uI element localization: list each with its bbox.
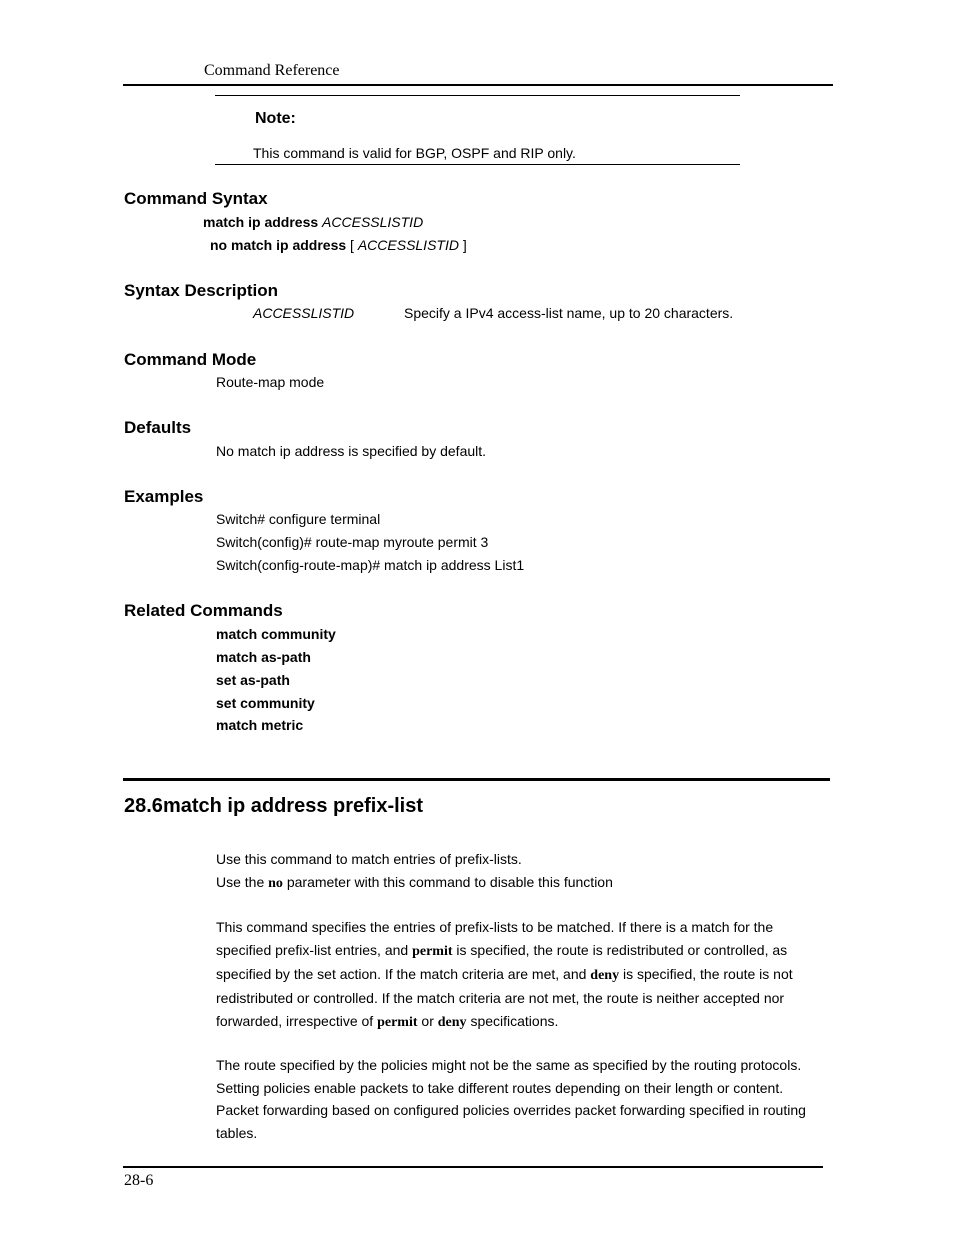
intro-line-1: Use this command to match entries of prefix-lists. bbox=[216, 851, 522, 867]
syntax-line-2-open-bracket: [ bbox=[350, 237, 354, 253]
related-command-item: match community bbox=[216, 626, 336, 642]
note-label: Note: bbox=[255, 110, 296, 127]
syntax-param: ACCESSLISTID bbox=[253, 305, 355, 321]
section-title bbox=[124, 795, 423, 818]
paragraph-line: Setting policies enable packets to take different routes depending on their length or content. bbox=[216, 1079, 784, 1096]
section-divider bbox=[123, 778, 830, 781]
section-intro bbox=[216, 848, 836, 895]
paragraph-text: or bbox=[421, 1013, 434, 1029]
paragraph-line: tables. bbox=[216, 1125, 258, 1142]
example-line-3: Switch(config-route-map)# match ip address List1 bbox=[216, 557, 525, 573]
related-commands-heading: Related Commands bbox=[124, 601, 283, 620]
related-command-item: match as-path bbox=[216, 649, 311, 665]
paragraph-text: specifications. bbox=[470, 1013, 559, 1029]
keyword-permit: permit bbox=[412, 944, 453, 959]
syntax-line-2 bbox=[210, 237, 467, 253]
related-command-item: set as-path bbox=[216, 672, 290, 688]
header-rule bbox=[123, 84, 833, 86]
paragraph-text: forwarded, irrespective of bbox=[216, 1013, 374, 1029]
paragraph-line: redistributed or controlled. If the match criteria are not met, the route is neither accepted nor bbox=[216, 990, 785, 1006]
paragraph-text: specified by the set action. If the match criteria are met, and bbox=[216, 966, 587, 982]
example-line-2: Switch(config)# route-map myroute permit 3 bbox=[216, 534, 489, 550]
intro-line-2-text: Use the bbox=[216, 874, 265, 890]
intro-line-2 bbox=[216, 871, 836, 895]
paragraph-2 bbox=[216, 1054, 836, 1145]
syntax-description-heading: Syntax Description bbox=[124, 281, 278, 300]
syntax-line-1-command: match ip address bbox=[203, 214, 319, 230]
keyword-no: no bbox=[268, 876, 283, 891]
paragraph-text: is specified, the route is not bbox=[622, 966, 793, 982]
syntax-line-1 bbox=[203, 214, 423, 230]
keyword-deny: deny bbox=[590, 968, 620, 983]
paragraph-line: The route specified by the policies might not be the same as specified by the routing protocols. bbox=[216, 1057, 802, 1073]
syntax-param-description: Specify a IPv4 access-list name, up to 20 characters. bbox=[404, 305, 734, 321]
syntax-line-2-argument: ACCESSLISTID bbox=[357, 237, 459, 253]
page-number: 28-6 bbox=[124, 1172, 154, 1189]
defaults-heading: Defaults bbox=[124, 418, 192, 437]
related-command-item: set community bbox=[216, 695, 315, 711]
command-mode-text: Route-map mode bbox=[216, 374, 325, 390]
paragraph-text: is specified, the route is redistributed or controlled, as bbox=[456, 942, 788, 958]
keyword-permit: permit bbox=[377, 1015, 418, 1030]
paragraph-1 bbox=[216, 916, 836, 1034]
examples-heading: Examples bbox=[124, 487, 204, 506]
intro-line-2-text: parameter with this command to disable this function bbox=[286, 874, 613, 890]
running-header: Command Reference bbox=[204, 62, 340, 79]
footer-rule bbox=[123, 1166, 823, 1168]
note-text: This command is valid for BGP, OSPF and RIP only. bbox=[253, 145, 576, 161]
related-command-item: match metric bbox=[216, 717, 304, 733]
section-number: 28.6 bbox=[124, 795, 163, 817]
paragraph-line bbox=[216, 1010, 836, 1034]
paragraph-line: Packet forwarding based on configured policies overrides packet forwarding specified in routing bbox=[216, 1102, 806, 1119]
syntax-line-2-close-bracket: ] bbox=[462, 237, 467, 253]
syntax-line-1-argument: ACCESSLISTID bbox=[322, 214, 424, 230]
paragraph-line bbox=[216, 963, 836, 987]
keyword-deny: deny bbox=[437, 1015, 467, 1030]
note-top-rule bbox=[215, 95, 740, 96]
command-mode-heading: Command Mode bbox=[124, 350, 257, 369]
paragraph-line bbox=[216, 939, 836, 963]
section-title-text: match ip address prefix-list bbox=[162, 795, 424, 817]
syntax-line-2-command: no match ip address bbox=[210, 237, 347, 253]
command-syntax-heading: Command Syntax bbox=[124, 189, 268, 208]
example-line-1: Switch# configure terminal bbox=[216, 511, 381, 527]
paragraph-text: specified prefix-list entries, and bbox=[216, 942, 409, 958]
defaults-text: No match ip address is specified by default. bbox=[216, 443, 487, 459]
paragraph-line: This command specifies the entries of prefix-lists to be matched. If there is a match for the bbox=[216, 919, 774, 935]
note-bottom-rule bbox=[215, 164, 740, 165]
